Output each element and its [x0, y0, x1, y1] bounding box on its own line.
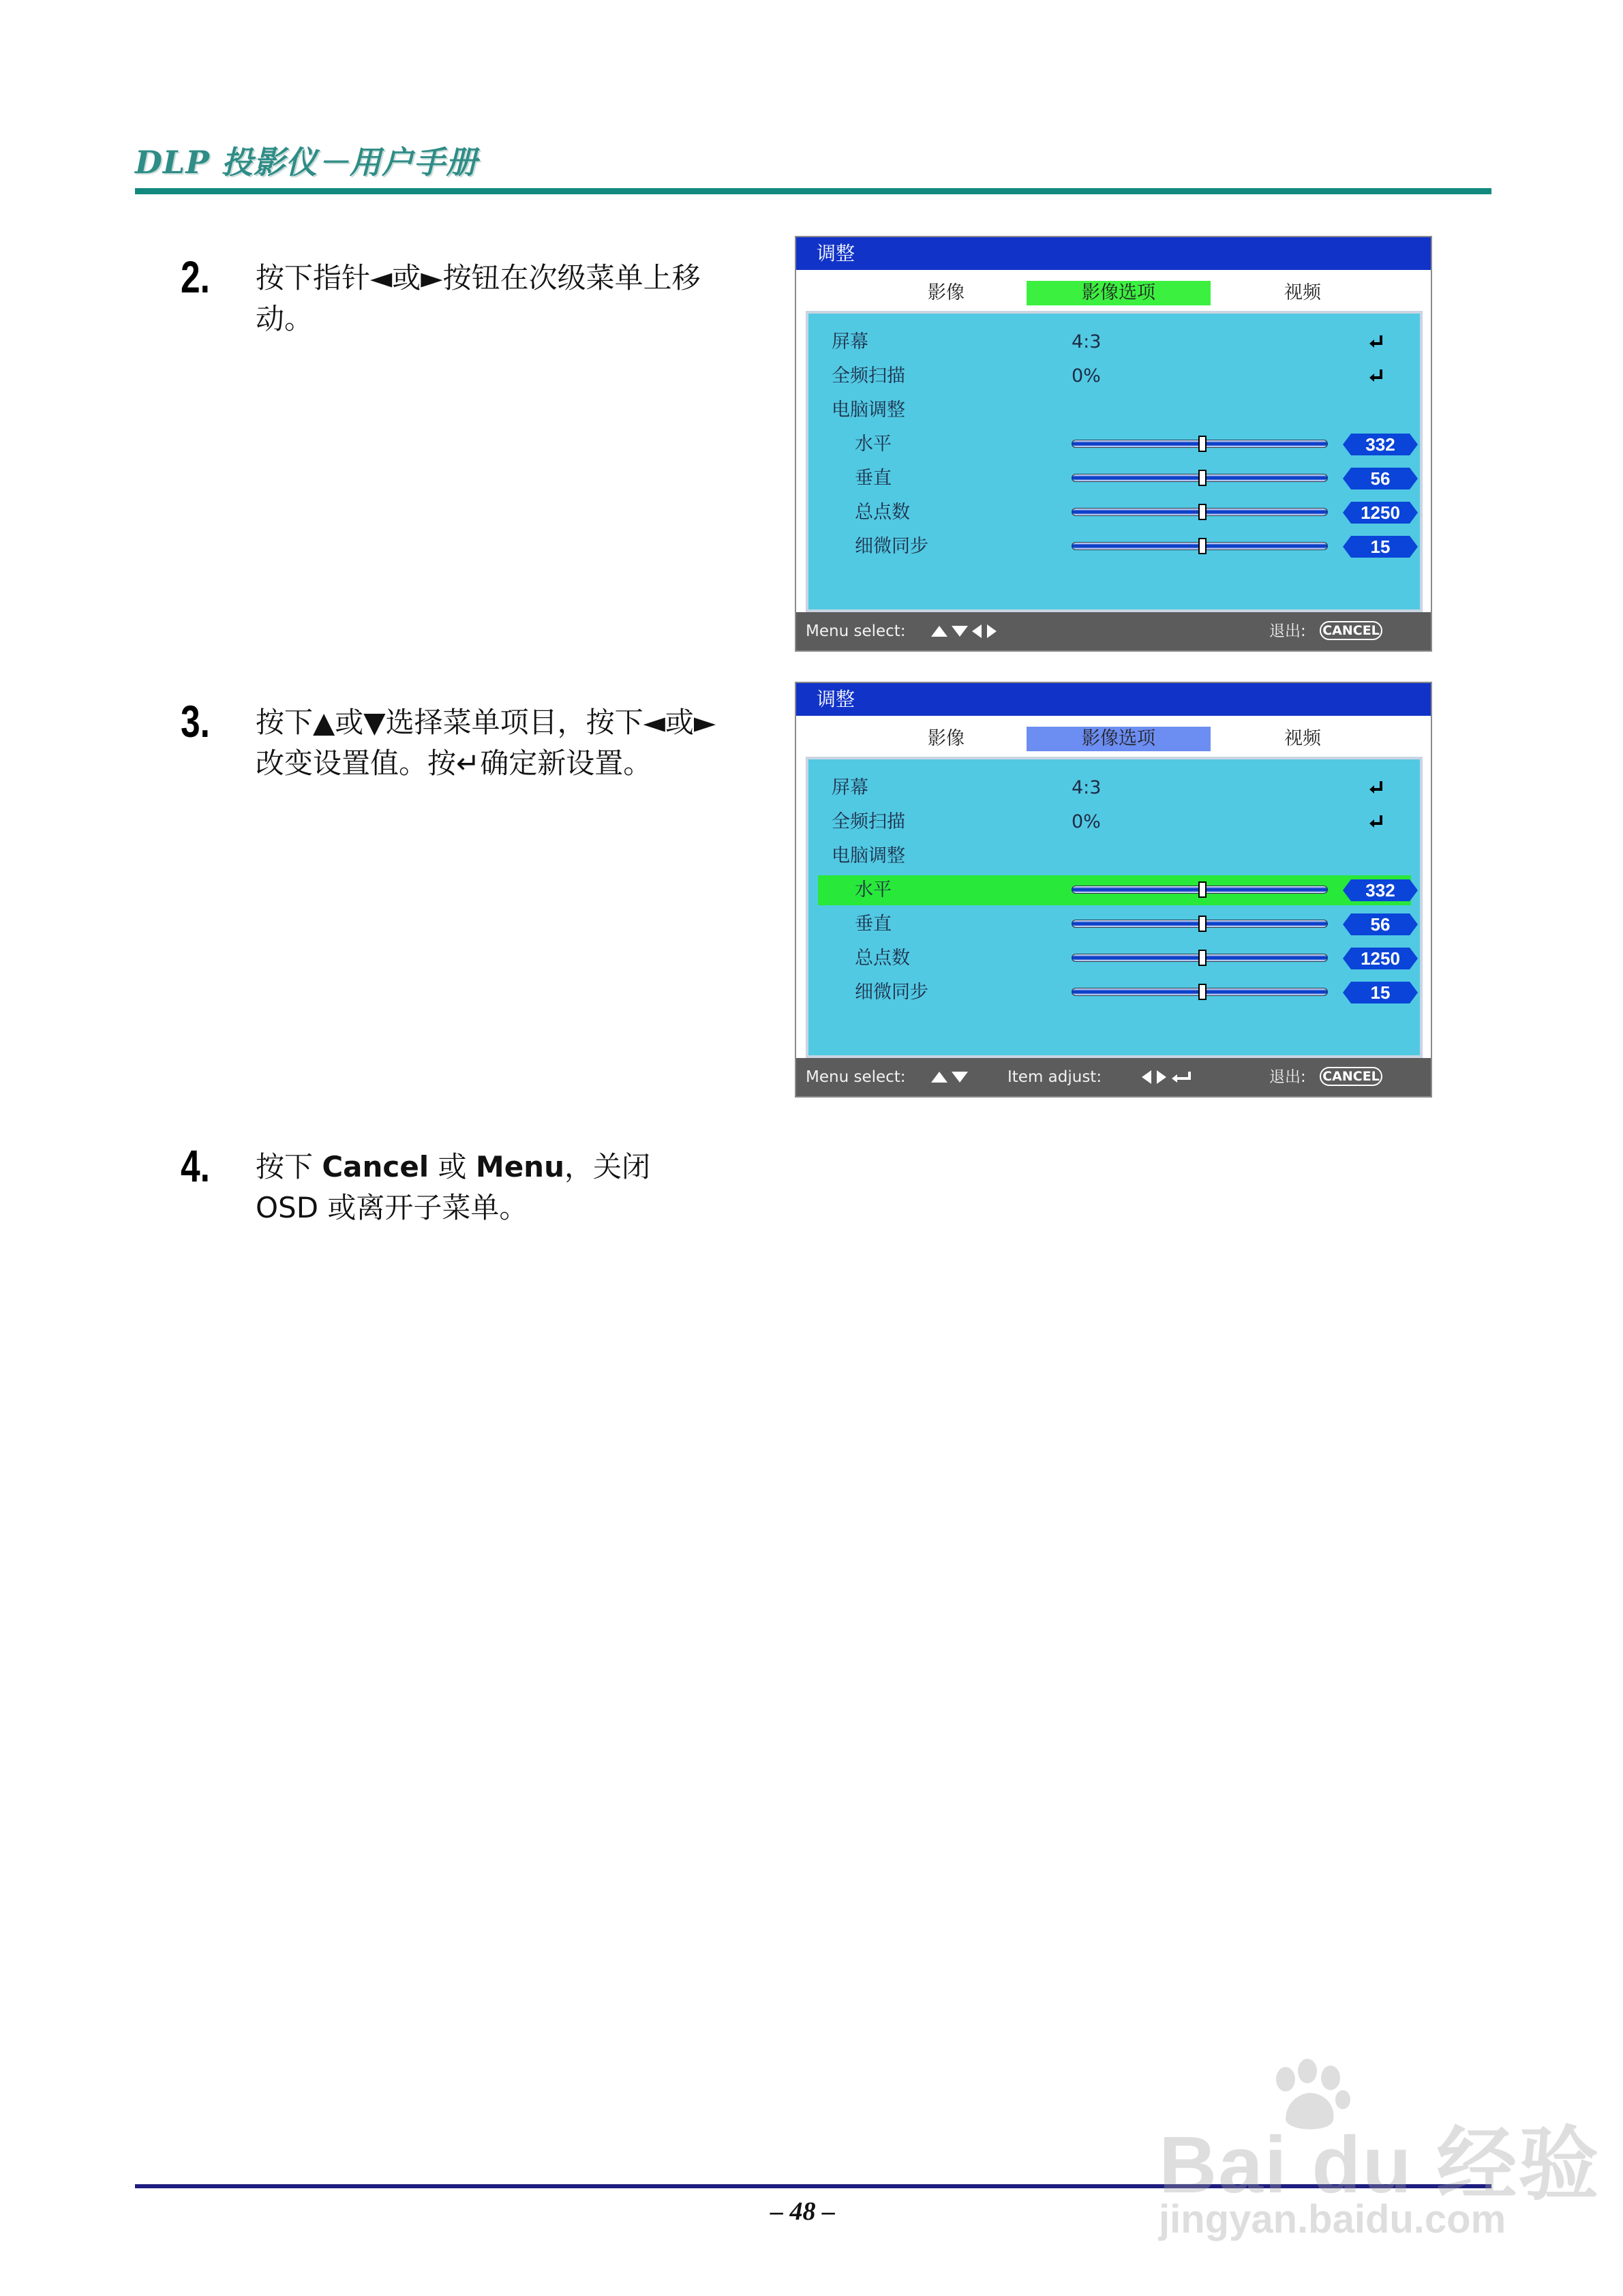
enter-icon: [1367, 779, 1385, 797]
fine-sync-value: 15: [1370, 982, 1391, 1003]
slider-knob[interactable]: [1198, 538, 1207, 554]
horizontal-value-badge: [1343, 434, 1418, 455]
menu-row-fine-sync[interactable]: [818, 532, 1411, 562]
total-dots-value-badge: [1343, 948, 1418, 969]
osd-menu-panel: [806, 311, 1423, 612]
horizontal-value-badge: [1343, 879, 1418, 901]
up-down-left-right-arrows-icon: [930, 623, 1002, 639]
cancel-keyword: Cancel: [322, 1150, 429, 1183]
step-number-2: 2.: [181, 252, 210, 302]
menu-select-label: Menu select:: [806, 1068, 906, 1086]
enter-icon: [1367, 367, 1385, 385]
tab-image-options[interactable]: 影像选项: [1027, 727, 1211, 751]
up-down-arrows-icon: [930, 1069, 971, 1085]
slider-knob[interactable]: [1198, 881, 1207, 898]
horizontal-label: 水平: [855, 434, 892, 455]
horizontal-slider[interactable]: [1072, 440, 1328, 448]
total-dots-slider[interactable]: [1072, 508, 1328, 516]
fine-sync-label: 细微同步: [855, 982, 928, 1003]
total-dots-label: 总点数: [855, 948, 910, 969]
osd-screenshot-2: [795, 682, 1432, 1098]
screen-value: 4:3: [1072, 331, 1102, 352]
slider-knob[interactable]: [1198, 916, 1207, 932]
osd-footer: [796, 612, 1431, 650]
overscan-value: 0%: [1072, 365, 1101, 387]
menu-row-screen[interactable]: [818, 327, 1411, 357]
vertical-value: 56: [1370, 914, 1391, 935]
step-text-4: [256, 1147, 719, 1228]
menu-row-horizontal-selected[interactable]: [818, 875, 1411, 905]
vertical-value-badge: [1343, 468, 1418, 489]
step-4-text-c: ，关闭 OSD 或离开子菜单。: [256, 1150, 651, 1224]
watermark-url: jingyan.baidu.com: [1159, 2197, 1506, 2241]
vertical-value-badge: [1343, 913, 1418, 935]
slider-knob[interactable]: [1198, 950, 1207, 966]
fine-sync-value-badge: [1343, 982, 1418, 1003]
total-dots-value-badge: [1343, 502, 1418, 524]
total-dots-slider[interactable]: [1072, 954, 1328, 962]
menu-row-fine-sync[interactable]: [818, 978, 1411, 1008]
item-adjust-label: Item adjust:: [1007, 1068, 1102, 1086]
slider-knob[interactable]: [1198, 436, 1207, 452]
enter-icon: [1367, 813, 1385, 831]
horizontal-value: 332: [1365, 880, 1395, 901]
menu-row-pc-adjust: [818, 395, 1411, 425]
step-text-2: 按下指针◄或►按钮在次级菜单上移动。: [256, 261, 701, 335]
vertical-value: 56: [1370, 468, 1391, 489]
cancel-button-icon[interactable]: CANCEL: [1320, 1067, 1382, 1086]
vertical-slider[interactable]: [1072, 474, 1328, 482]
osd-screenshot-1: [795, 236, 1432, 652]
cancel-button-icon[interactable]: CANCEL: [1320, 621, 1382, 640]
tab-image-options[interactable]: 影像选项: [1027, 281, 1211, 305]
overscan-value: 0%: [1072, 811, 1101, 832]
pc-adjust-label: 电脑调整: [832, 399, 905, 421]
menu-select-label: Menu select:: [806, 622, 906, 640]
screen-value: 4:3: [1072, 777, 1102, 798]
menu-row-overscan[interactable]: [818, 361, 1411, 391]
step-4-text-b: 或: [429, 1150, 476, 1183]
horizontal-value: 332: [1365, 434, 1395, 455]
screen-label: 屏幕: [832, 777, 868, 798]
total-dots-value: 1250: [1361, 502, 1400, 523]
menu-row-vertical[interactable]: [818, 464, 1411, 494]
vertical-label: 垂直: [855, 468, 892, 489]
horizontal-label: 水平: [855, 879, 892, 901]
exit-label: 退出:: [1269, 1068, 1306, 1086]
menu-row-pc-adjust: [818, 841, 1411, 871]
menu-row-vertical[interactable]: [818, 909, 1411, 939]
fine-sync-value: 15: [1370, 537, 1391, 557]
menu-row-total-dots[interactable]: [818, 943, 1411, 973]
tab-video[interactable]: 视频: [1284, 728, 1321, 749]
total-dots-label: 总点数: [855, 502, 910, 523]
tab-image[interactable]: 影像: [928, 728, 965, 749]
screen-label: 屏幕: [832, 331, 868, 352]
menu-keyword: Menu: [475, 1150, 564, 1183]
osd-title: 调整: [796, 683, 1431, 716]
slider-knob[interactable]: [1198, 504, 1207, 520]
step-number-4: 4.: [181, 1141, 210, 1191]
menu-row-total-dots[interactable]: [818, 498, 1411, 528]
menu-row-overscan[interactable]: [818, 807, 1411, 837]
overscan-label: 全频扫描: [832, 365, 905, 387]
header-divider: [135, 188, 1491, 194]
osd-title: 调整: [796, 237, 1431, 270]
pc-adjust-label: 电脑调整: [832, 845, 905, 866]
total-dots-value: 1250: [1361, 948, 1400, 969]
tab-video[interactable]: 视频: [1284, 282, 1321, 303]
osd-footer: [796, 1058, 1431, 1096]
baidu-jingyan-watermark: Bai du 经验: [1159, 2120, 1601, 2210]
overscan-label: 全频扫描: [832, 811, 905, 832]
step-text-3: 按下▲或▼选择菜单项目，按下◄或►改变设置值。按↵确定新设置。: [256, 706, 716, 780]
exit-label: 退出:: [1269, 622, 1306, 640]
slider-knob[interactable]: [1198, 984, 1207, 1000]
fine-sync-slider[interactable]: [1072, 542, 1328, 550]
slider-knob[interactable]: [1198, 470, 1207, 486]
step-number-3: 3.: [181, 696, 210, 746]
fine-sync-label: 细微同步: [855, 536, 928, 557]
menu-row-screen[interactable]: [818, 773, 1411, 803]
vertical-slider[interactable]: [1072, 920, 1328, 928]
page-number: – 48 –: [770, 2197, 835, 2226]
fine-sync-slider[interactable]: [1072, 988, 1328, 996]
vertical-label: 垂直: [855, 913, 892, 935]
fine-sync-value-badge: [1343, 536, 1418, 558]
page-header-title: DLP 投影仪－用户手册: [135, 144, 478, 181]
left-right-enter-arrows-icon: [1140, 1069, 1195, 1085]
menu-row-horizontal[interactable]: [818, 429, 1411, 459]
osd-menu-panel: [806, 757, 1423, 1058]
enter-icon: [1367, 333, 1385, 351]
tab-image[interactable]: 影像: [928, 282, 965, 303]
step-4-text-a: 按下: [256, 1150, 322, 1183]
horizontal-slider[interactable]: [1072, 886, 1328, 894]
